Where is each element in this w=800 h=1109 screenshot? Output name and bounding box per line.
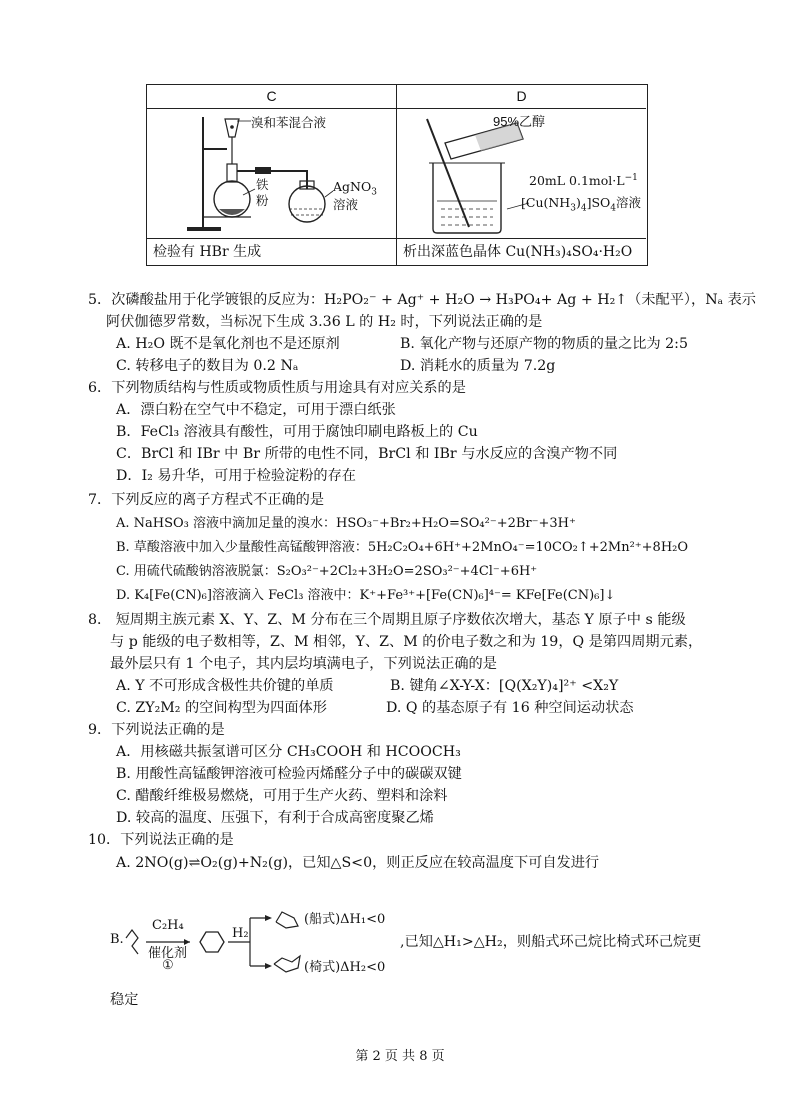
- q8-stem-line3: 最外层只有 1 个电子，其内层均填满电子，下列说法正确的是: [110, 656, 497, 672]
- q5-stem-line1: 5．次磷酸盐用于化学镀银的反应为：H₂PO₂⁻ + Ag⁺ + H₂O → H₃PO₄+ Ag + H₂↑（未配平），Nₐ 表示: [88, 292, 756, 308]
- q6-option-d: D．I₂ 易升华，可用于检验淀粉的存在: [116, 468, 356, 484]
- q10-option-b-text: ,已知△H₁>△H₂，则船式环己烷比椅式环己烷更: [400, 934, 702, 950]
- q10-stem: 10．下列说法正确的是: [88, 832, 234, 848]
- q9-option-d: D. 较高的温度、压强下，有利于合成高密度聚乙烯: [116, 810, 434, 826]
- q9-stem: 9．下列说法正确的是: [88, 722, 225, 738]
- q8-stem-line1: 8． 短周期主族元素 X、Y、Z、M 分布在三个周期且原子序数依次增大，基态 Y 原子中 s 能级: [88, 612, 686, 628]
- label-cu-part3: ]SO: [586, 195, 611, 210]
- q5-option-b: B. 氧化产物与还原产物的物质的量之比为 2:5: [400, 336, 688, 352]
- label-concentration-sup: −1: [624, 173, 638, 183]
- label-cu-part2: ): [575, 195, 581, 210]
- q5-option-c: C. 转移电子的数目为 0.2 Nₐ: [116, 358, 299, 374]
- label-iron-2: 粉: [256, 193, 269, 208]
- q10-b-step: ①: [162, 958, 174, 973]
- q7-option-a: A. NaHSO₃ 溶液中滴加足量的溴水：HSO₃⁻+Br₂+H₂O=SO₄²⁻+2Br⁻+3H⁺: [116, 516, 576, 531]
- q10-b-reagent: C₂H₄: [152, 918, 184, 933]
- q8-option-b: B. 键角∠X-Y-X：[Q(X₂Y)₄]²⁺ <X₂Y: [390, 678, 619, 694]
- q10-option-b-tail: 稳定: [110, 992, 139, 1008]
- label-cu-sub2: 4: [580, 203, 587, 214]
- q10-option-a: A. 2NO(g)⇌O₂(g)+N₂(g)，已知△S<0，则正反应在较高温度下可自发进行: [116, 855, 600, 871]
- label-cu-sub1: 3: [570, 203, 576, 214]
- q8-stem-line2: 与 p 能级的电子数相等，Z、M 相邻，Y、Z、M 的价电子数之和为 19，Q 是第四周期元素，: [110, 634, 703, 650]
- q6-stem: 6．下列物质结构与性质或物质性质与用途具有对应关系的是: [88, 380, 466, 396]
- q7-option-b: B. 草酸溶液中加入少量酸性高锰酸钾溶液：5H₂C₂O₄+6H⁺+2MnO₄⁻=10CO₂↑+2Mn²⁺+8H₂O: [116, 540, 689, 555]
- q7-option-c: C. 用硫代硫酸钠溶液脱氯：S₂O₃²⁻+2Cl₂+3H₂O=2SO₃²⁻+4Cl⁻+6H⁺: [116, 564, 538, 579]
- q9-option-b: B. 用酸性高锰酸钾溶液可检验丙烯醛分子中的碳碳双键: [116, 766, 462, 782]
- q10-b-hydrogen: H₂: [232, 926, 249, 941]
- q8-option-a: A. Y 不可形成含极性共价键的单质: [116, 678, 334, 694]
- label-solution-c: 溶液: [333, 197, 359, 212]
- label-concentration: [529, 173, 638, 188]
- q6-option-b: B．FeCl₃ 溶液具有酸性，可用于腐蚀印刷电路板上的 Cu: [116, 424, 478, 440]
- q8-option-c: C. ZY₂M₂ 的空间构型为四面体形: [116, 700, 327, 716]
- label-cu-sub3: 4: [610, 203, 617, 214]
- label-agno3-main: AgNO: [333, 179, 372, 194]
- label-copper-complex: [521, 193, 641, 214]
- q10-b-catalyst: 催化剂: [148, 946, 188, 961]
- apparatus-table: [146, 84, 648, 266]
- q10-b-boat-label: (船式)ΔH₁<0: [304, 912, 386, 927]
- q5-stem-line2: 阿伏伽德罗常数，当标况下生成 3.36 L 的 H₂ 时，下列说法正确的是: [106, 314, 543, 330]
- label-agno3-sub: 3: [371, 187, 377, 198]
- q9-option-a: A．用核磁共振氢谱可区分 CH₃COOH 和 HCOOCH₃: [116, 744, 461, 760]
- q5-option-a: A. H₂O 既不是氧化剂也不是还原剂: [116, 336, 340, 352]
- q10-b-prefix: B.: [110, 932, 124, 947]
- table-header-c: C: [147, 85, 396, 109]
- q10-b-chair-label: (椅式)ΔH₂<0: [304, 960, 386, 975]
- caption-d: 析出深蓝色晶体 Cu(NH₃)₄SO₄·H₂O: [397, 238, 646, 265]
- page-footer: 第 2 页 共 8 页: [355, 1049, 445, 1064]
- table-header-d: D: [397, 85, 646, 109]
- label-concentration-main: 20mL 0.1mol·L: [529, 173, 625, 189]
- q5-option-d: D. 消耗水的质量为 7.2g: [400, 358, 556, 374]
- figure-d-apparatus: [397, 109, 646, 238]
- caption-c: 检验有 HBr 生成: [147, 238, 396, 265]
- label-cu-part4: 溶液: [616, 195, 642, 210]
- label-bromine-benzene: 溴和苯混合液: [251, 115, 327, 130]
- q9-option-c: C. 醋酸纤维极易燃烧，可用于生产火药、塑料和涂料: [116, 788, 448, 804]
- label-ethanol: 95%乙醇: [493, 114, 546, 129]
- figure-c-apparatus: [147, 109, 396, 238]
- q10-option-b-scheme: [110, 908, 418, 978]
- q8-option-d: D. Q 的基态原子有 16 种空间运动状态: [386, 700, 634, 716]
- q7-option-d: D. K₄[Fe(CN)₆]溶液滴入 FeCl₃ 溶液中：K⁺+Fe³⁺+[Fe(CN)₆]⁴⁻= KFe[Fe(CN)₆]↓: [116, 588, 616, 603]
- q6-option-c: C．BrCl 和 IBr 中 Br 所带的电性不同，BrCl 和 IBr 与水反应的含溴产物不同: [116, 446, 618, 462]
- q7-stem: 7．下列反应的离子方程式不正确的是: [88, 492, 325, 508]
- label-iron-1: 铁: [256, 177, 269, 192]
- label-cu-part1: [Cu(NH: [521, 195, 571, 210]
- q6-option-a: A．漂白粉在空气中不稳定，可用于漂白纸张: [116, 402, 396, 418]
